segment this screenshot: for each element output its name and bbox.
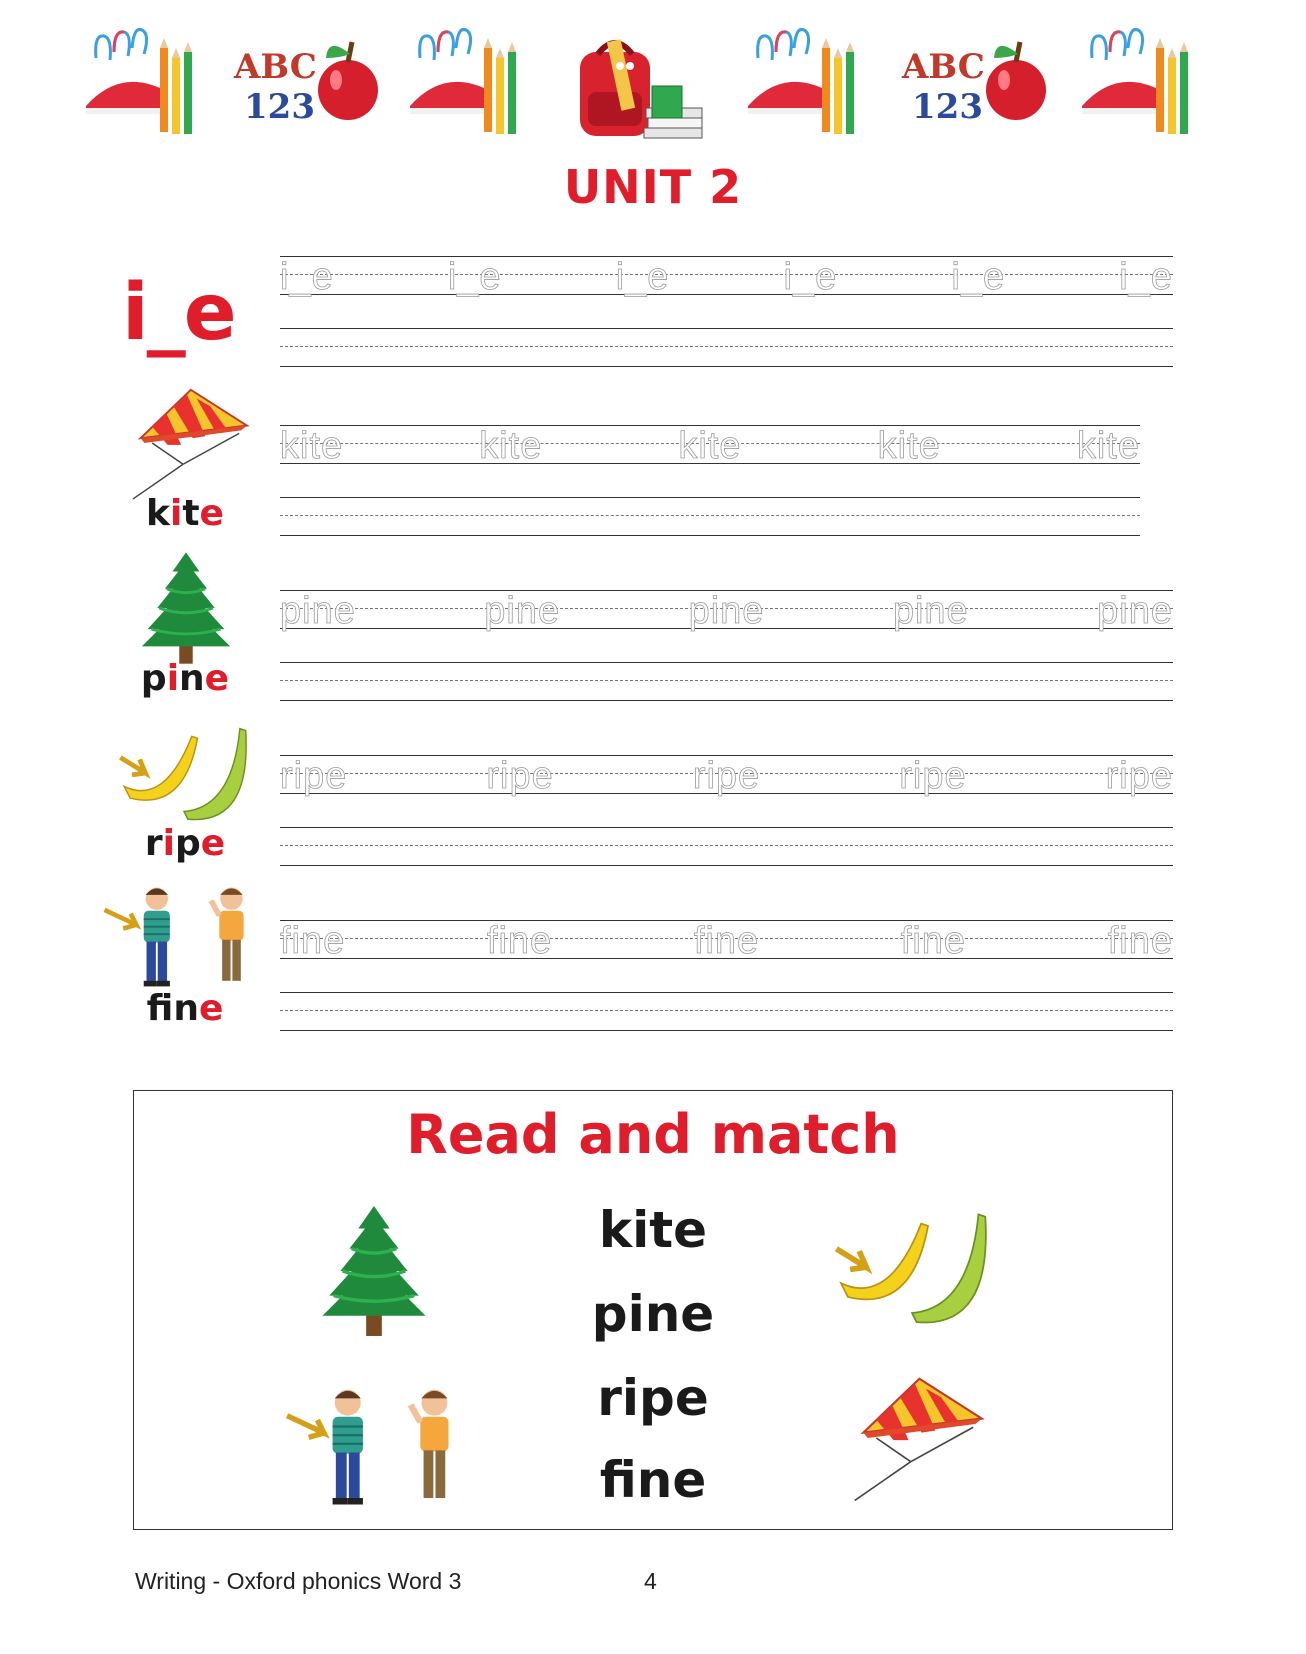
trace-word: pine xyxy=(892,590,969,632)
top-line xyxy=(280,992,1173,993)
top-line xyxy=(280,256,1173,257)
base-line xyxy=(280,535,1140,536)
trace-word: kite xyxy=(280,425,344,467)
trace-word: kite xyxy=(479,425,543,467)
match-word-kite[interactable]: kite xyxy=(598,1201,708,1259)
base-line xyxy=(280,366,1173,367)
writing-lines[interactable] xyxy=(280,250,1173,370)
trace-words xyxy=(280,592,1173,630)
match-word-pine[interactable]: pine xyxy=(591,1285,715,1343)
school-supplies-icon xyxy=(1076,28,1206,138)
word-row-pine xyxy=(100,550,1230,700)
trace-word: pine xyxy=(688,590,765,632)
trace-word: pine xyxy=(484,590,561,632)
trace-word: kite xyxy=(877,425,941,467)
school-supplies-icon xyxy=(404,28,534,138)
trace-words xyxy=(280,922,1173,960)
trace-word: ripe xyxy=(899,755,967,797)
trace-word: i_e xyxy=(1119,256,1173,298)
word-row-fine xyxy=(100,880,1230,1030)
trace-word: fine xyxy=(486,920,553,962)
word-label: fne xyxy=(146,988,224,1029)
trace-word: kite xyxy=(678,425,742,467)
match-word-ripe[interactable]: ripe xyxy=(597,1369,709,1427)
trace-word: i_e xyxy=(783,256,838,298)
trace-word: ripe xyxy=(692,755,761,797)
bananas-icon[interactable] xyxy=(826,1203,998,1329)
page-title: UNIT 2 xyxy=(563,160,743,214)
word-label: kite xyxy=(146,493,224,534)
header-banner xyxy=(0,20,1306,150)
word-label: ripe xyxy=(144,823,226,864)
abc-123-apple-icon xyxy=(230,32,380,132)
trace-words xyxy=(280,427,1140,465)
read-and-match-box xyxy=(133,1090,1173,1530)
pattern-label: i_e xyxy=(122,268,235,358)
mid-line xyxy=(280,346,1173,347)
word-row-ripe xyxy=(100,715,1230,865)
top-line xyxy=(280,328,1173,329)
bananas-icon xyxy=(110,719,258,825)
two-boys-icon xyxy=(102,880,262,992)
trace-word: ripe xyxy=(1105,755,1173,797)
kite-icon xyxy=(122,385,250,501)
trace-word: pine xyxy=(280,590,356,632)
footer-text: Writing - Oxford phonics Word 3 xyxy=(135,1568,462,1594)
trace-word: i_e xyxy=(951,256,1006,298)
mid-line xyxy=(280,680,1173,681)
trace-word: fine xyxy=(900,920,967,962)
match-word-fine[interactable]: fine xyxy=(599,1451,707,1509)
writing-lines[interactable] xyxy=(280,755,1173,875)
word-row-kite xyxy=(100,385,1230,535)
kite-icon[interactable] xyxy=(844,1373,984,1503)
trace-word: kite xyxy=(1076,425,1140,467)
mid-line xyxy=(280,845,1173,846)
trace-word: i_e xyxy=(615,256,670,298)
match-title: Read and match xyxy=(406,1103,900,1166)
abc-123-apple-icon xyxy=(898,32,1048,132)
trace-word: ripe xyxy=(280,755,348,797)
backpack-books-icon xyxy=(568,32,708,142)
pine-tree-icon xyxy=(138,550,234,666)
base-line xyxy=(280,1030,1173,1031)
top-line xyxy=(280,662,1173,663)
trace-word: fine xyxy=(280,920,346,962)
writing-lines[interactable] xyxy=(280,425,1140,545)
trace-word: ripe xyxy=(486,755,554,797)
trace-word: i_e xyxy=(280,256,334,298)
mid-line xyxy=(280,1010,1173,1011)
trace-words xyxy=(280,757,1173,795)
top-line xyxy=(280,827,1173,828)
page-number: 4 xyxy=(644,1568,657,1594)
school-supplies-icon xyxy=(80,28,210,138)
writing-lines[interactable] xyxy=(280,920,1173,1040)
top-line xyxy=(280,497,1140,498)
writing-lines[interactable] xyxy=(280,590,1173,710)
base-line xyxy=(280,865,1173,866)
trace-word: pine xyxy=(1097,590,1173,632)
school-supplies-icon xyxy=(742,28,872,138)
mid-line xyxy=(280,515,1140,516)
pattern-row xyxy=(100,250,1230,370)
trace-word: fine xyxy=(1107,920,1173,962)
trace-word: fine xyxy=(693,920,760,962)
trace-words xyxy=(280,258,1173,296)
trace-word: i_e xyxy=(447,256,502,298)
word-label: pine xyxy=(140,658,230,699)
base-line xyxy=(280,700,1173,701)
